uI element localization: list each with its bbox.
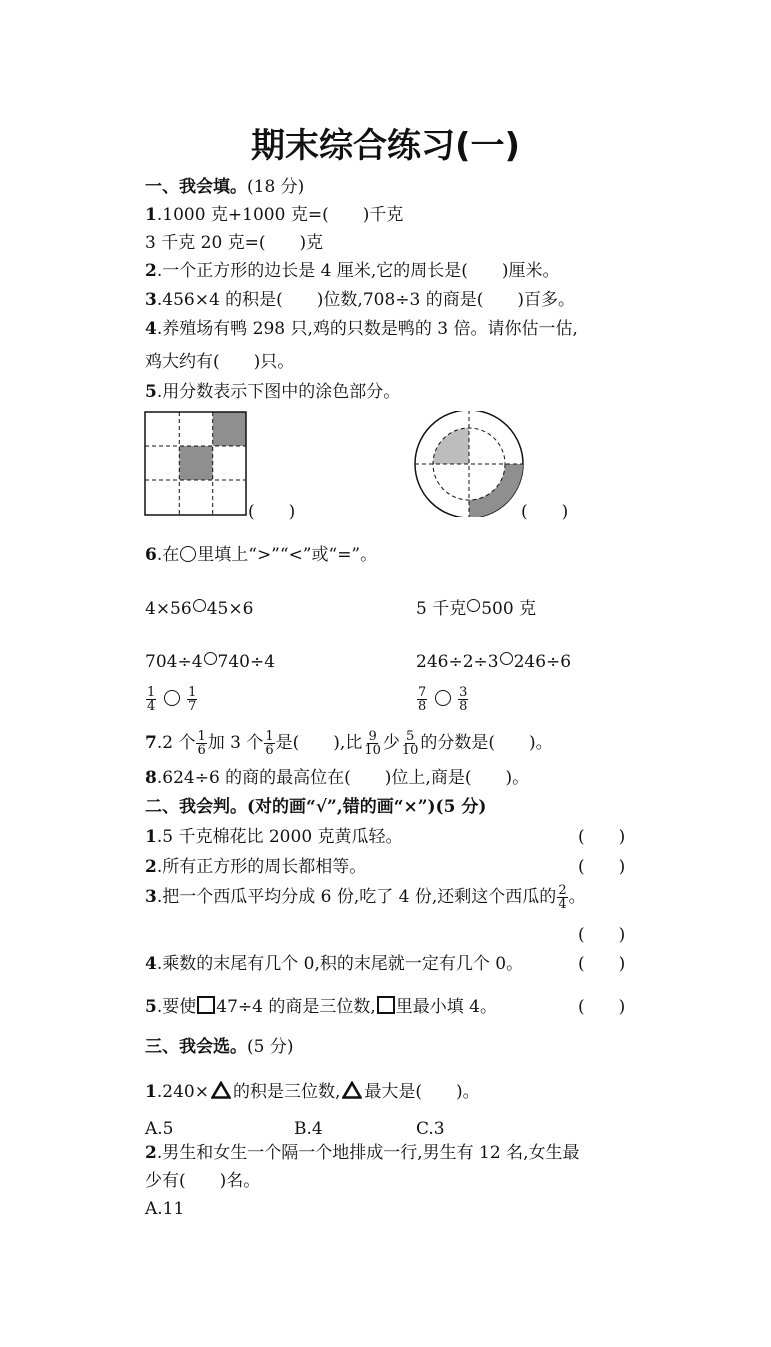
fraction: $\frac{1}{4}$	[147, 685, 156, 714]
compare-circle-icon[interactable]	[467, 599, 480, 612]
choice-1-option-b[interactable]: B.4	[294, 1119, 323, 1139]
circle-answer-paren: ( )	[521, 502, 569, 522]
question-2: 2.一个正方形的边长是 4 厘米,它的周长是( )厘米。	[145, 261, 560, 281]
compare-b: 5 千克 500 克	[416, 599, 537, 619]
fraction: $\frac{5}{10}$	[401, 729, 419, 758]
question-3: 3.456×4 的积是( )位数,708÷3 的商是( )百多。	[145, 290, 576, 310]
section-3-heading: 三、我会选。(5 分)	[145, 1037, 294, 1057]
grid-answer-paren: ( )	[248, 502, 296, 522]
judge-2: 2.所有正方形的周长都相等。	[145, 857, 367, 877]
judge-3: 3.把一个西瓜平均分成 6 份,吃了 4 份,还剩这个西瓜的 $\frac{2}{4}$ 。	[145, 883, 586, 912]
square-blank-icon	[377, 996, 395, 1014]
judge-5: 5.要使 47÷4 的商是三位数, 里最小填 4。	[145, 997, 497, 1017]
compare-circle-icon[interactable]	[435, 690, 451, 706]
judge-5-paren[interactable]: ( )	[578, 997, 626, 1017]
compare-circle-icon[interactable]	[500, 652, 513, 665]
compare-f	[416, 686, 469, 713]
fraction: $\frac{3}{8}$	[459, 685, 468, 714]
fraction: $\frac{2}{4}$	[558, 883, 567, 912]
fraction: $\frac{9}{10}$	[364, 729, 381, 758]
fraction: $\frac{1}{6}$	[265, 729, 274, 758]
compare-circle-icon[interactable]	[204, 652, 217, 665]
question-5: 5.用分数表示下图中的涂色部分。	[145, 382, 401, 402]
section-1-heading: 一、我会填。(18 分)	[145, 177, 305, 197]
compare-d: 246÷2÷3 246÷6	[416, 652, 572, 672]
section-2-heading: 二、我会判。(对的画“√”,错的画“×”)(5 分)	[145, 797, 487, 817]
shaded-cell-center	[179, 446, 212, 480]
square-blank-icon	[197, 996, 215, 1014]
grid-figure	[144, 411, 248, 517]
choice-1-option-c[interactable]: C.3	[416, 1119, 445, 1139]
choice-1: 1.240× 的积是三位数, 最大是( )。	[145, 1082, 480, 1102]
question-8: 8.624÷6 的商的最高位在( )位上,商是( )。	[145, 768, 530, 788]
shaded-ring-quarter	[469, 464, 523, 517]
choice-2: 2.男生和女生一个隔一个地排成一行,男生有 12 名,女生最	[145, 1143, 580, 1163]
triangle-blank-icon	[342, 1081, 362, 1099]
compare-e	[145, 686, 198, 713]
judge-4-paren[interactable]: ( )	[578, 954, 626, 974]
compare-circle-icon[interactable]	[193, 599, 206, 612]
circle-placeholder-icon	[180, 546, 196, 562]
judge-1-paren[interactable]: ( )	[578, 827, 626, 847]
fraction: $\frac{1}{6}$	[197, 729, 206, 758]
page-title: 期末综合练习(一)	[250, 126, 521, 166]
choice-1-option-a[interactable]: A.5	[145, 1119, 174, 1139]
judge-3-paren[interactable]: ( )	[578, 925, 626, 945]
judge-4: 4.乘数的末尾有几个 0,积的末尾就一定有几个 0。	[145, 954, 524, 974]
question-4-line-2: 鸡大约有( )只。	[145, 352, 295, 372]
fraction: $\frac{1}{7}$	[188, 685, 197, 714]
fraction: $\frac{7}{8}$	[418, 685, 427, 714]
question-6: 6.在 里填上“>”“<”或“=”。	[145, 545, 378, 565]
question-4: 4.养殖场有鸭 298 只,鸡的只数是鸭的 3 倍。请你估一估,	[145, 319, 578, 339]
judge-1: 1.5 千克棉花比 2000 克黄瓜轻。	[145, 827, 403, 847]
choice-2-option-a[interactable]: A.11	[145, 1199, 185, 1219]
compare-c: 704÷4 740÷4	[145, 652, 276, 672]
question-7: 7.2 个 $\frac{1}{6}$ 加 3 个 $\frac{1}{6}$ 是( ),比 $\frac{9}{10}$ 少 $\frac{5}{10}$ 的分数是( )。	[145, 729, 553, 758]
judge-2-paren[interactable]: ( )	[578, 857, 626, 877]
choice-2-line-2: 少有( )名。	[145, 1171, 261, 1191]
shaded-cell-top-right	[213, 412, 246, 446]
compare-circle-icon[interactable]	[164, 690, 180, 706]
question-1: 1.1000 克+1000 克=( )千克	[145, 205, 404, 225]
circle-figure	[413, 411, 525, 517]
compare-a: 4×56 45×6	[145, 599, 254, 619]
triangle-blank-icon	[211, 1081, 231, 1099]
question-1-line-2: 3 千克 20 克=( )克	[145, 233, 324, 253]
